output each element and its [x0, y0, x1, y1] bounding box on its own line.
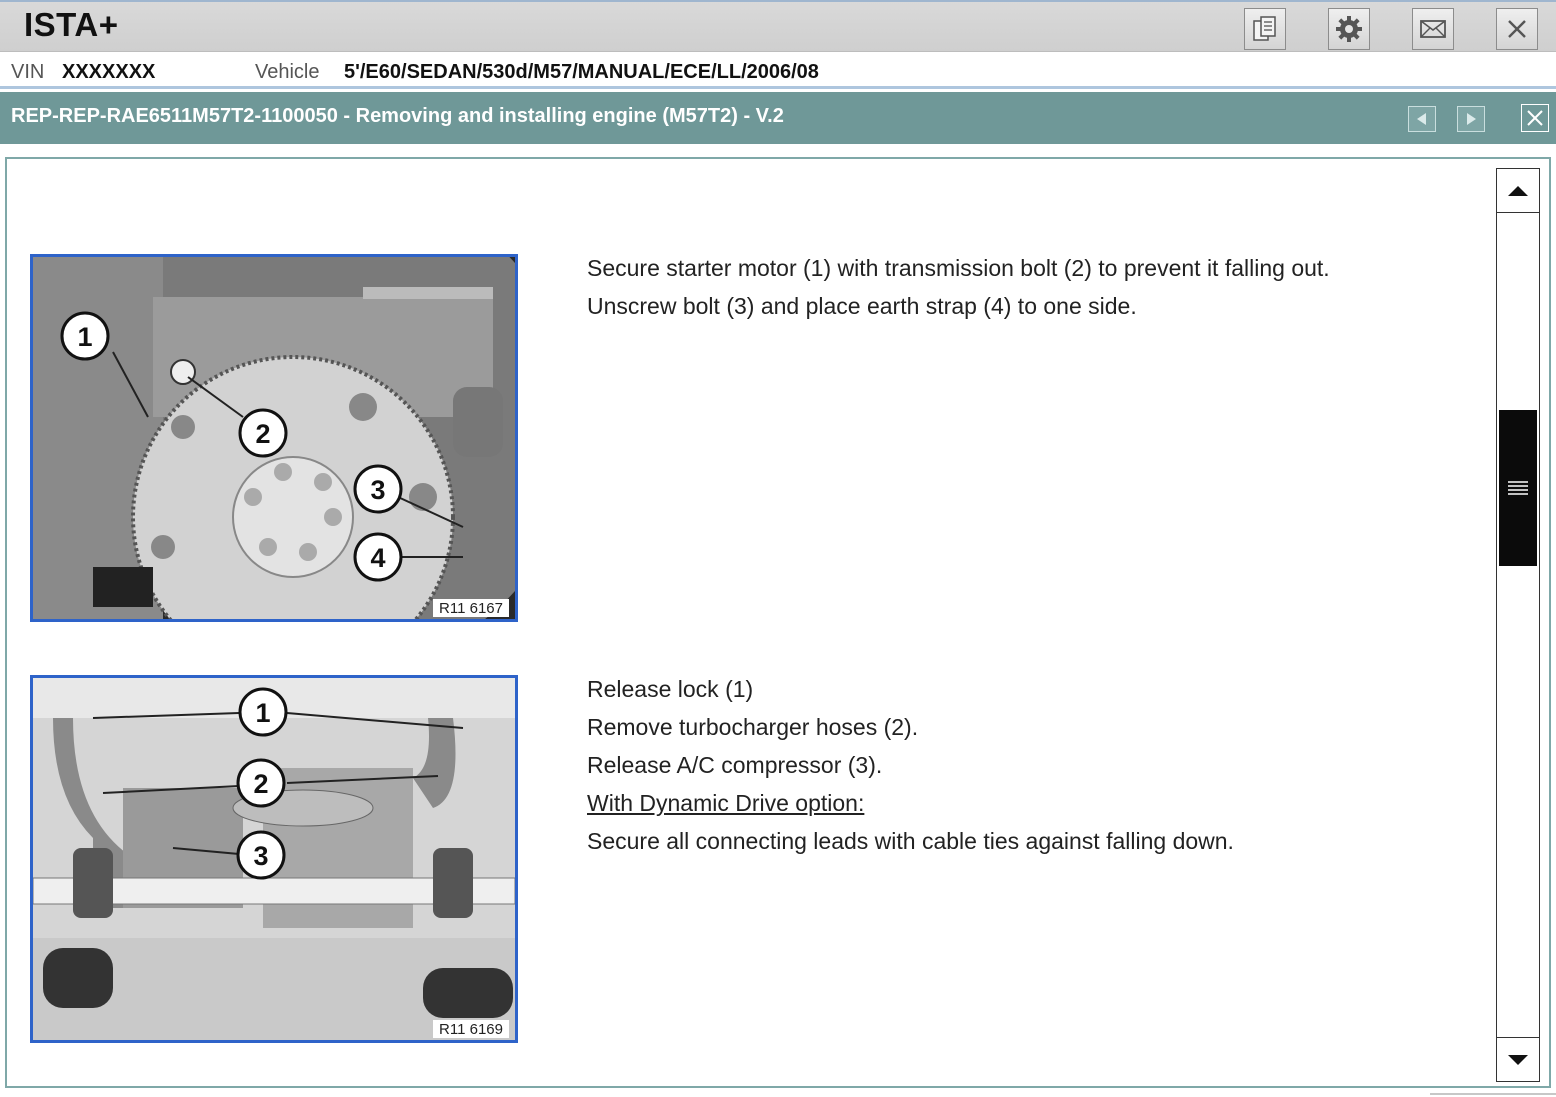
- callout-3: 3: [370, 475, 386, 505]
- settings-button[interactable]: [1328, 8, 1370, 50]
- instruction-line: Unscrew bolt (3) and place earth strap (4) to one side.: [587, 293, 1137, 319]
- figure-code: R11 6167: [433, 599, 509, 617]
- option-heading: With Dynamic Drive option:: [587, 790, 865, 816]
- document-header: [0, 92, 1556, 144]
- instruction-line: Remove turbocharger hoses (2).: [587, 714, 919, 740]
- close-app-button[interactable]: [1496, 8, 1538, 50]
- scroll-up-button[interactable]: [1497, 169, 1539, 213]
- mail-icon: [1418, 14, 1448, 44]
- previous-page-button[interactable]: [1408, 106, 1436, 132]
- callout-2: 2: [253, 769, 269, 799]
- callout-3: 3: [253, 841, 269, 871]
- vehicle-info-bar: [0, 52, 1556, 89]
- instruction-line: Secure starter motor (1) with transmission bolt (2) to prevent it falling out.: [587, 255, 1330, 281]
- grip-lines-icon: [1506, 476, 1530, 500]
- instruction-line: Secure all connecting leads with cable ties against falling down.: [587, 828, 1234, 854]
- engine-bay-illustration: [33, 678, 515, 1040]
- triangle-up-icon: [1506, 184, 1530, 198]
- callout-1: 1: [77, 322, 93, 352]
- vehicle-label: Vehicle: [255, 61, 320, 83]
- next-page-button[interactable]: [1457, 106, 1485, 132]
- gear-icon: [1334, 14, 1364, 44]
- triangle-down-icon: [1506, 1053, 1530, 1067]
- scroll-down-button[interactable]: [1497, 1037, 1539, 1081]
- callout-1: 1: [255, 698, 271, 728]
- scroll-thumb[interactable]: [1499, 410, 1537, 566]
- close-icon: [1525, 108, 1545, 128]
- step-2-instructions: [587, 670, 1234, 860]
- figure-code: R11 6169: [433, 1020, 509, 1038]
- figure-engine-flywheel: [30, 254, 518, 622]
- vehicle-value: 5'/E60/SEDAN/530d/M57/MANUAL/ECE/LL/2006/08: [344, 61, 819, 83]
- callout-4: 4: [370, 543, 386, 573]
- vin-value: XXXXXXX: [62, 61, 156, 83]
- instruction-line: Release A/C compressor (3).: [587, 752, 883, 778]
- figure-engine-bay: [30, 675, 518, 1043]
- vertical-scrollbar[interactable]: [1496, 168, 1540, 1082]
- message-button[interactable]: [1412, 8, 1454, 50]
- document-title: REP-REP-RAE6511M57T2-1100050 - Removing and installing engine (M57T2) - V.2: [11, 105, 784, 127]
- close-document-button[interactable]: [1521, 104, 1549, 132]
- documents-button[interactable]: [1244, 8, 1286, 50]
- callout-2: 2: [255, 419, 271, 449]
- divider: [1430, 1093, 1556, 1095]
- app-title: ISTA+: [24, 6, 119, 43]
- title-bar: [0, 0, 1556, 52]
- engine-flywheel-illustration: [33, 257, 515, 619]
- documents-icon: [1250, 14, 1280, 44]
- instruction-line: Release lock (1): [587, 676, 754, 702]
- step-1-instructions: [587, 249, 1330, 325]
- close-icon: [1502, 14, 1532, 44]
- arrow-left-icon: [1414, 111, 1430, 127]
- vin-label: VIN: [11, 61, 45, 83]
- arrow-right-icon: [1463, 111, 1479, 127]
